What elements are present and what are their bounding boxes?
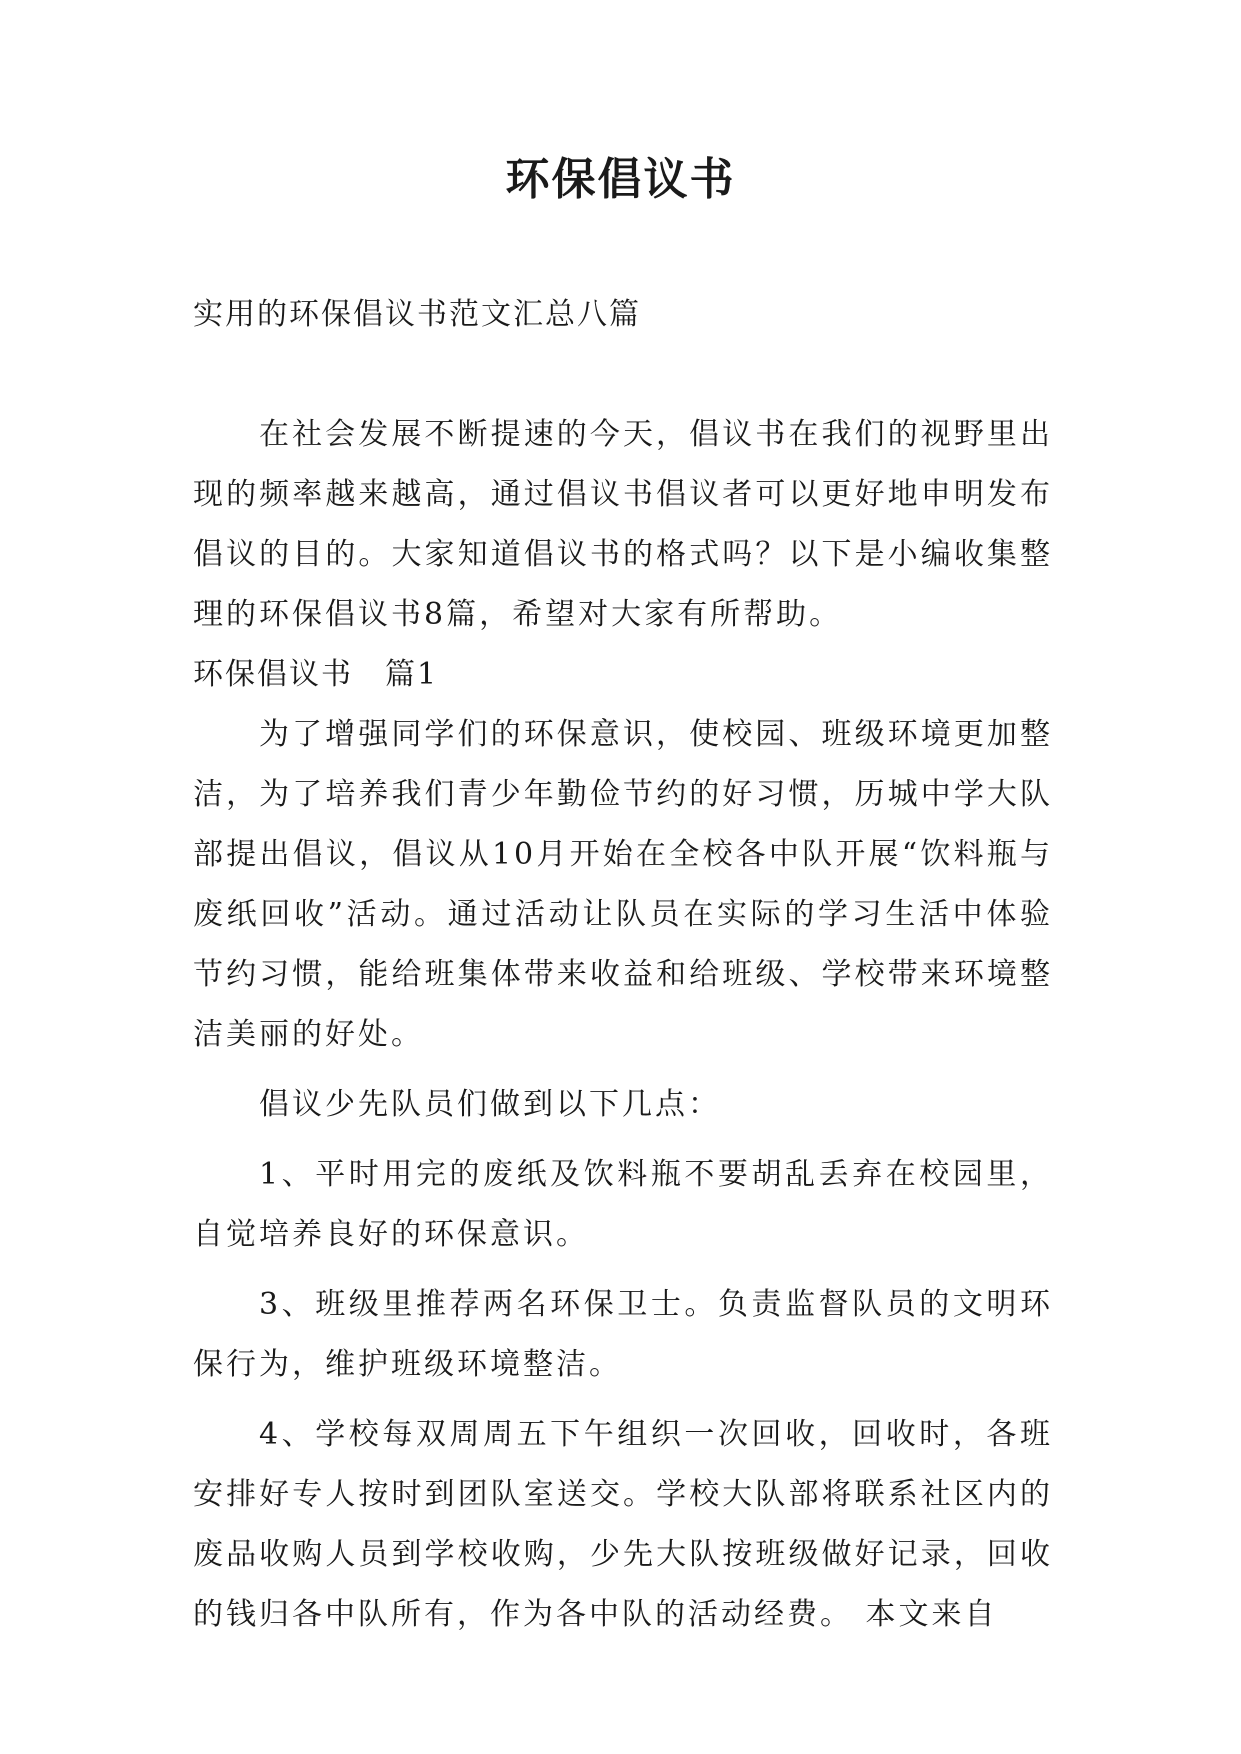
body-paragraph: 为了增强同学们的环保意识，使校园、班级环境更加整洁，为了培养我们青少年勤俭节约的好习惯，历城中学大队部提出倡议，倡议从10月开始在全校各中队开展“饮料瓶与废纸回收”活动。通过活动让队员在实际的学习生活中体验节约习惯，能给班集体带来收益和给班级、学校带来环境整洁美丽的好处。 [193,717,1053,1052]
list-item: 4、学校每双周周五下午组织一次回收，回收时，各班安排好专人按时到团队室送交。学校大队部将联系社区内的废品收购人员到学校收购，少先大队按班级做好记录，回收的钱归各中队所有，作为各中队的活动经费。 本文来自 [193,1417,1053,1632]
list-item: 1、平时用完的废纸及饮料瓶不要胡乱丢弃在校园里，自觉培养良好的环保意识。 [193,1157,1053,1252]
section-heading: 环保倡议书 篇1 [193,657,439,692]
document-body [193,405,1053,1645]
body-paragraph: 倡议少先队员们做到以下几点： [259,1087,721,1122]
document-subtitle: 实用的环保倡议书范文汇总八篇 [193,297,641,332]
document-title: 环保倡议书 [505,154,736,205]
list-item: 3、班级里推荐两名环保卫士。负责监督队员的文明环保行为，维护班级环境整洁。 [193,1287,1053,1382]
intro-paragraph: 在社会发展不断提速的今天，倡议书在我们的视野里出现的频率越来越高，通过倡议书倡议者可以更好地申明发布倡议的目的。大家知道倡议书的格式吗？以下是小编收集整理的环保倡议书8篇，希望对大家有所帮助。 [193,417,1053,632]
